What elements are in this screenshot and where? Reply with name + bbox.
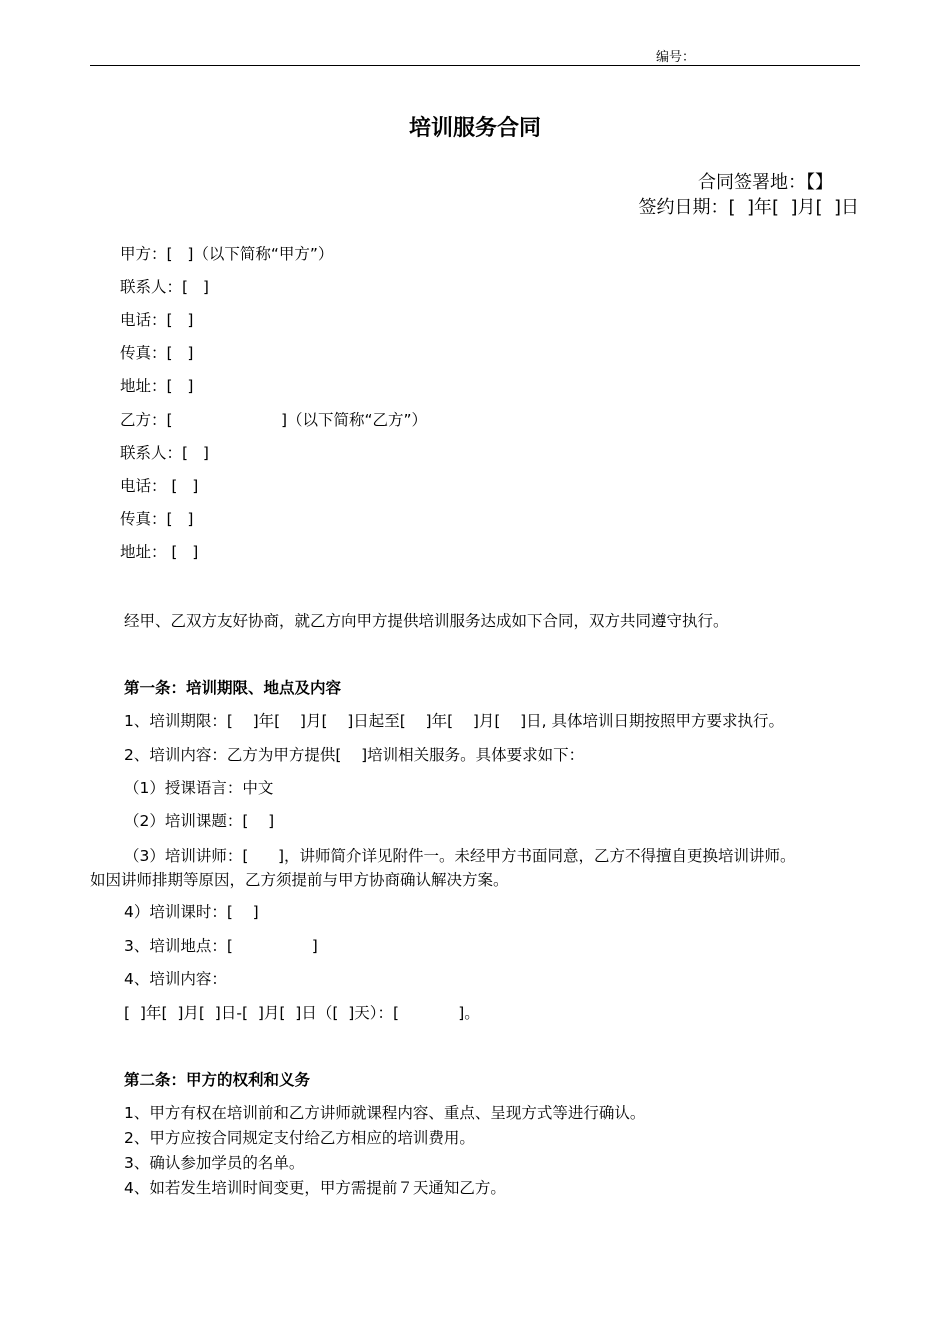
article-1-item: 4）培训课时：[ ]: [124, 903, 259, 921]
article-1-item: （1）授课语言：中文: [124, 779, 274, 797]
party-b-address: 地址： [ ]: [120, 543, 199, 561]
article-2-item: 1、甲方有权在培训前和乙方讲师就课程内容、重点、呈现方式等进行确认。: [124, 1104, 646, 1122]
signing-date: 签约日期：[ ]年[ ]月[ ]日: [638, 197, 859, 218]
article-1-item: 3、培训地点：[ ]: [124, 937, 318, 955]
article-1-item: （2）培训课题：[ ]: [124, 812, 275, 830]
article-2-item: 4、如若发生培训时间变更，甲方需提前７天通知乙方。: [124, 1179, 506, 1197]
party-b-name: 乙方：[ ]（以下简称“乙方”）: [120, 411, 428, 429]
article-1-item: 4、培训内容：: [124, 970, 227, 988]
party-b-fax: 传真：[ ]: [120, 510, 194, 528]
article-1-heading: 第一条：培训期限、地点及内容: [124, 679, 342, 697]
signing-place: 合同签署地：【】: [698, 172, 833, 193]
party-a-fax: 传真：[ ]: [120, 344, 194, 362]
party-b-contact: 联系人：[ ]: [120, 444, 209, 462]
article-1-item: [ ]年[ ]月[ ]日-[ ]月[ ]日（[ ]天）：[ ]。: [124, 1004, 480, 1022]
party-a-contact: 联系人：[ ]: [120, 278, 209, 296]
party-a-phone: 电话：[ ]: [120, 311, 194, 329]
contract-number-label: 编号：: [656, 50, 696, 65]
article-1-item: 1、培训期限：[ ]年[ ]月[ ]日起至[ ]年[ ]月[ ]日, 具体培训日期按照甲方要求执行。: [124, 712, 785, 730]
party-b-phone: 电话： [ ]: [120, 477, 199, 495]
article-2-item: 2、甲方应按合同规定支付给乙方相应的培训费用。: [124, 1129, 475, 1147]
party-a-name: 甲方：[ ]（以下简称“甲方”）: [120, 245, 334, 263]
article-2-heading: 第二条：甲方的权利和义务: [124, 1071, 311, 1089]
document-title: 培训服务合同: [408, 116, 541, 141]
intro-paragraph: 经甲、乙双方友好协商，就乙方向甲方提供培训服务达成如下合同，双方共同遵守执行。: [124, 612, 729, 630]
party-a-address: 地址：[ ]: [120, 377, 194, 395]
article-2-item: 3、确认参加学员的名单。: [124, 1154, 305, 1172]
header-rule: [90, 65, 860, 66]
article-1-item: 2、培训内容：乙方为甲方提供[ ]培训相关服务。具体要求如下：: [124, 746, 585, 764]
article-1-item-continuation: 如因讲师排期等原因，乙方须提前与甲方协商确认解决方案。: [90, 871, 509, 889]
article-1-item: （3）培训讲师：[ ]，讲师简介详见附件一。未经甲方书面同意，乙方不得擅自更换培训讲师。: [124, 847, 796, 865]
